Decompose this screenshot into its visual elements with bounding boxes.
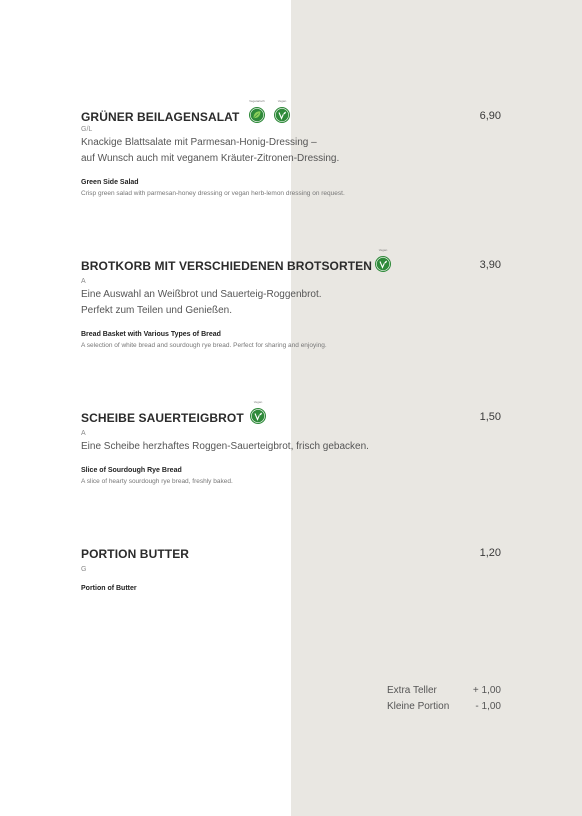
- description-de-line: Eine Auswahl an Weißbrot und Sauerteig-Roggenbrot.: [81, 289, 322, 300]
- item-title: PORTION BUTTER: [81, 547, 190, 561]
- name-en: Portion of Butter: [81, 585, 137, 592]
- name-en: Green Side Salad: [81, 179, 139, 186]
- item-title: GRÜNER BEILAGENSALAT: [81, 110, 240, 124]
- item-price: 6,90: [479, 110, 501, 122]
- extra-price: - 1,00: [475, 701, 501, 712]
- allergen-codes: A: [81, 278, 86, 285]
- extra-price: + 1,00: [472, 685, 501, 696]
- allergen-codes: G: [81, 566, 87, 573]
- name-en: Bread Basket with Various Types of Bread: [81, 331, 221, 338]
- item-price: 1,20: [479, 547, 501, 559]
- item-price: 3,90: [479, 259, 501, 271]
- description-en: Crisp green salad with parmesan-honey dressing or vegan herb-lemon dressing on request.: [81, 190, 345, 197]
- description-en: A slice of hearty sourdough rye bread, freshly baked.: [81, 478, 233, 485]
- item-price: 1,50: [479, 411, 501, 423]
- extras-list: [387, 685, 501, 717]
- extra-label: Kleine Portion: [387, 701, 450, 712]
- allergen-codes: A: [81, 430, 86, 437]
- menu-item: [81, 248, 501, 349]
- vegan-icon: Vegan: [274, 107, 290, 123]
- vegetarian-leaf-icon: Vegetarisch: [249, 107, 265, 123]
- description-de-line: auf Wunsch auch mit veganem Kräuter-Zitronen-Dressing.: [81, 153, 340, 164]
- vegan-icon: Vegan: [250, 408, 266, 424]
- item-title: SCHEIBE SAUERTEIGBROT: [81, 411, 244, 425]
- menu-item: [81, 547, 501, 592]
- menu-item: [81, 400, 501, 485]
- description-de-line: Eine Scheibe herzhaftes Roggen-Sauerteigbrot, frisch gebacken.: [81, 441, 369, 452]
- vegan-icon: Vegan: [375, 256, 391, 272]
- extra-row: [387, 701, 501, 717]
- extra-row: [387, 685, 501, 701]
- description-de-line: Perfekt zum Teilen und Genießen.: [81, 305, 233, 316]
- menu-item: [81, 99, 501, 197]
- description-de-line: Knackige Blattsalate mit Parmesan-Honig-Dressing –: [81, 137, 317, 148]
- extra-label: Extra Teller: [387, 685, 437, 696]
- allergen-codes: G/L: [81, 126, 93, 133]
- description-en: A selection of white bread and sourdough rye bread. Perfect for sharing and enjoying.: [81, 342, 327, 349]
- item-title: BROTKORB MIT VERSCHIEDENEN BROTSORTEN: [81, 259, 373, 273]
- name-en: Slice of Sourdough Rye Bread: [81, 467, 182, 474]
